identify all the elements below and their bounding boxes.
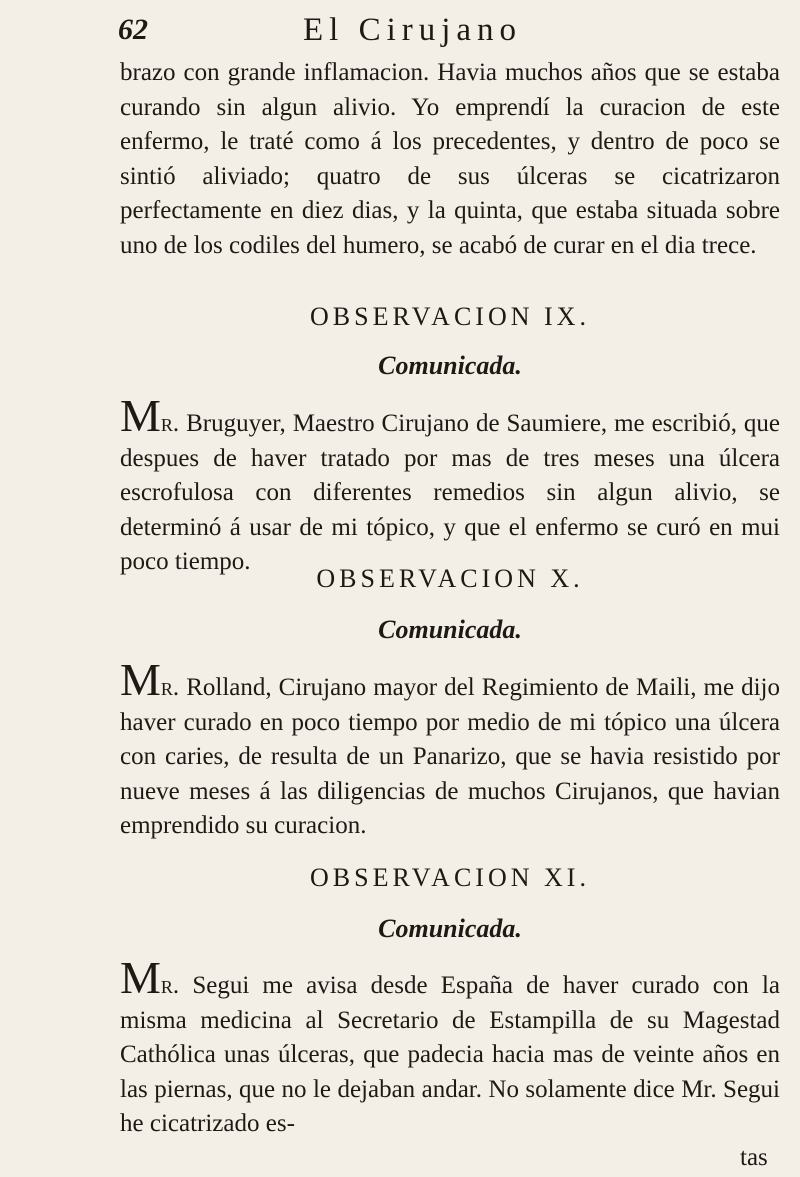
- initial-letter: M: [120, 654, 161, 705]
- page-number: 62: [118, 13, 148, 46]
- observation-text: Segui me avisa desde España de haver curado con la misma medicina al Secretario de Estampilla de su Magestad Cathólica unas úlceras, que padecia hacia mas de veinte años en las piernas, que no le dejaban andar. No solamente dice Mr. Segui he cicatrizado es-: [120, 972, 780, 1137]
- paragraph-continuation: [120, 56, 780, 263]
- observation-heading-x: OBSERVACION X.: [316, 564, 584, 593]
- catchword: tas: [740, 1144, 768, 1171]
- initial-letter: M: [120, 390, 161, 441]
- initial-letter: M: [120, 952, 161, 1003]
- observation-subtitle-x: Comunicada.: [378, 615, 522, 644]
- observation-heading-xi: OBSERVACION XI.: [310, 863, 590, 892]
- observation-text: Bruguyer, Maestro Cirujano de Saumiere, me escribió, que despues de haver tratado por mas de tres meses una úlcera escrofulosa con diferentes remedios sin algun alivio, se determinó á usar de mi tópico, y que el enfermo se curó en mui poco tiempo.: [120, 410, 780, 575]
- paragraph-text: brazo con grande inflamacion. Havia muchos años que se estaba curando sin algun alivio. Yo emprendí la curacion de este enfermo, le traté como á los precedentes, y dentro de poco se sintió aliviado; quatro de sus úlceras se cicatrizaron perfectamente en diez dias, y la quinta, que estaba situada sobre uno de los codiles del humero, se acabó de curar en el dia trece.: [120, 59, 780, 259]
- observation-subtitle-ix: Comunicada.: [378, 351, 522, 380]
- observation-text: Rolland, Cirujano mayor del Regimiento de Maili, me dijo haver curado en poco tiempo por medio de mi tópico una úlcera con caries, de resulta de un Panarizo, que se havia resistido por nueve meses á las diligencias de muchos Cirujanos, que havian emprendido su curacion.: [120, 674, 780, 839]
- page-header: [118, 12, 718, 52]
- observation-body-ix: [120, 390, 780, 580]
- title-abbreviation: r.: [160, 674, 180, 701]
- observation-body-xi: [120, 952, 780, 1142]
- title-abbreviation: r.: [160, 410, 180, 437]
- running-title: El Cirujano: [303, 12, 523, 48]
- title-abbreviation: r.: [160, 972, 180, 999]
- observation-body-x: [120, 654, 780, 844]
- observation-subtitle-xi: Comunicada.: [378, 914, 522, 943]
- observation-heading-ix: OBSERVACION IX.: [310, 302, 590, 331]
